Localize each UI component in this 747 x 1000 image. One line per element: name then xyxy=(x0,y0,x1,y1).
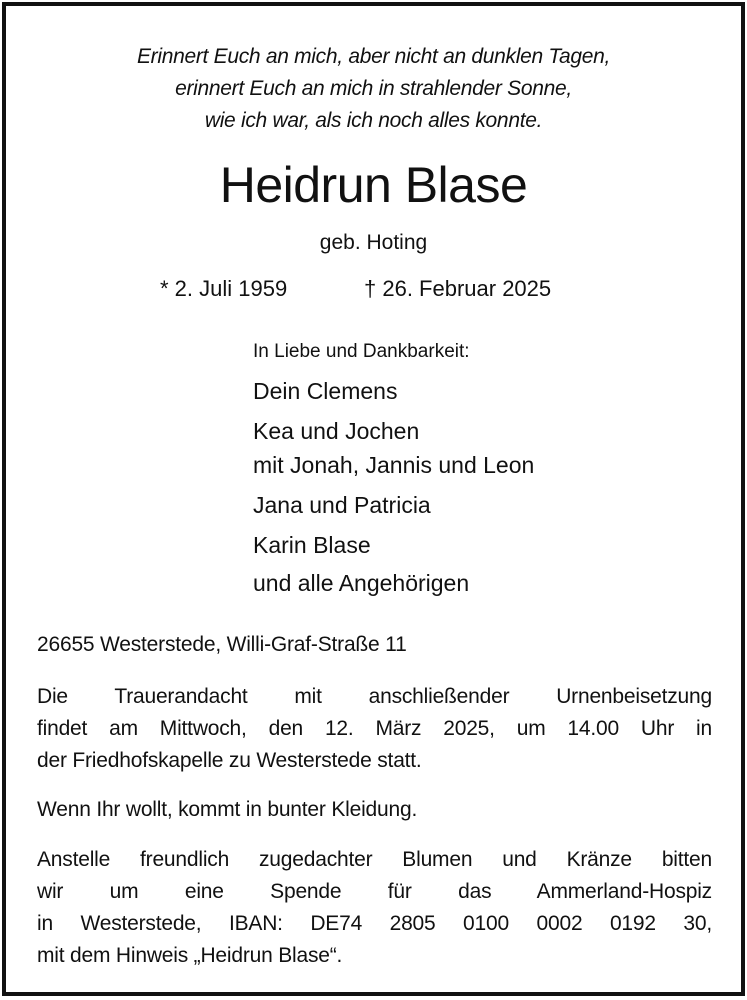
family-member: Karin Blase xyxy=(253,532,371,558)
quote-line: Erinnert Euch an mich, aber nicht an dunklen Tagen, xyxy=(136,45,611,68)
donation-line: wir um eine Spende für das Ammerland-Hospiz xyxy=(37,880,712,903)
family-member: mit Jonah, Jannis und Leon xyxy=(253,452,535,478)
donation-line: mit dem Hinweis „Heidrun Blase“. xyxy=(37,944,343,967)
family-member: und alle Angehörigen xyxy=(253,570,470,596)
quote-line: erinnert Euch an mich in strahlender Sonne, xyxy=(175,77,572,100)
service-line: der Friedhofskapelle zu Westerstede statt. xyxy=(37,749,422,772)
dress-note: Wenn Ihr wollt, kommt in bunter Kleidung. xyxy=(37,798,418,821)
service-line: findet am Mittwoch, den 12. März 2025, um 14.00 Uhr in xyxy=(37,717,712,740)
address: 26655 Westerstede, Willi-Graf-Straße 11 xyxy=(37,633,407,656)
family-member: Jana und Patricia xyxy=(253,492,431,518)
deceased-name: Heidrun Blase xyxy=(219,157,528,213)
donation-line: in Westerstede, IBAN: DE74 2805 0100 0002 0192 30, xyxy=(37,912,712,935)
quote-line: wie ich war, als ich noch alles konnte. xyxy=(204,109,543,132)
family-member: Dein Clemens xyxy=(253,378,398,404)
death-date: † 26. Februar 2025 xyxy=(364,276,552,301)
donation-line: Anstelle freundlich zugedachter Blumen und Kränze bitten xyxy=(37,848,712,871)
maiden-name: geb. Hoting xyxy=(319,231,428,254)
service-line: Die Trauerandacht mit anschließender Urnenbeisetzung xyxy=(37,685,712,708)
birth-date: * 2. Juli 1959 xyxy=(160,276,288,301)
family-intro: In Liebe und Dankbarkeit: xyxy=(253,341,470,362)
family-member: Kea und Jochen xyxy=(253,418,420,444)
